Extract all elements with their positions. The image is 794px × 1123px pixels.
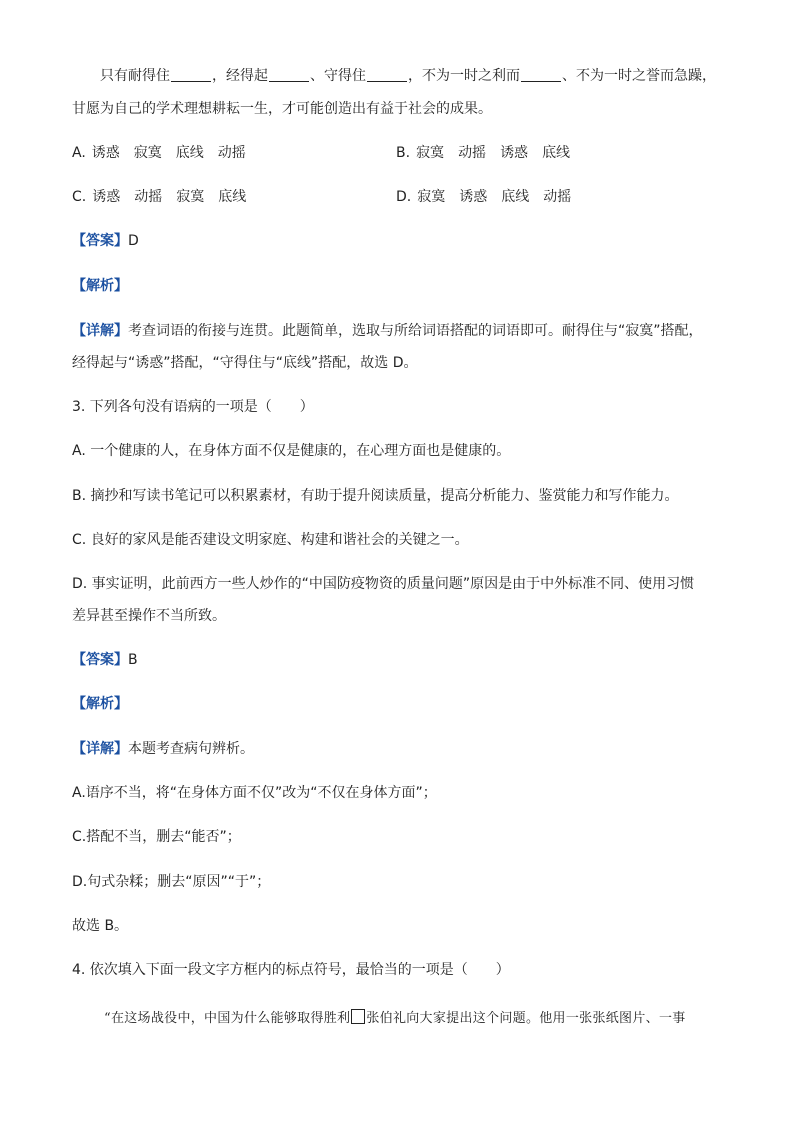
q3-option-b[interactable]: B. 摘抄和写读书笔记可以积累素材，有助于提升阅读质量，提高分析能力、鉴赏能力和写作能力。 xyxy=(72,488,679,504)
q2-analysis-label: 【解析】 xyxy=(72,278,128,294)
q2-stem-line1: 只有耐得住 ，经得起 、守得住 ，不为一时之利而 、不为一时之誉而急躁， xyxy=(100,68,716,84)
q3-fix-a: A.语序不当，将“在身体方面不仅”改为“不仅在身体方面”； xyxy=(72,785,437,801)
q3-fix-c: C.搭配不当，删去“能否”； xyxy=(72,829,241,845)
fill-blank-4[interactable] xyxy=(521,67,561,82)
q3-option-d-line1[interactable]: D. 事实证明，此前西方一些人炒作的“中国防疫物资的质量问题”原因是由于中外标准不同、使用习惯 xyxy=(72,576,695,592)
q2-option-c[interactable]: C. 诱惑 动摇 寂寞 底线 xyxy=(72,189,247,205)
fill-blank-3[interactable] xyxy=(367,67,407,82)
q3-stem: 3. 下列各句没有语病的一项是（ ） xyxy=(72,399,314,415)
fill-blank-2[interactable] xyxy=(269,67,309,82)
q2-option-a[interactable]: A. 诱惑 寂寞 底线 动摇 xyxy=(72,145,246,161)
q3-option-a[interactable]: A. 一个健康的人，在身体方面不仅是健康的，在心理方面也是健康的。 xyxy=(72,443,511,459)
q3-option-d-line2: 差异甚至操作不当所致。 xyxy=(72,608,226,624)
q3-detail: 【详解】本题考查病句辨析。 xyxy=(72,741,254,757)
q2-option-d[interactable]: D. 寂寞 诱惑 底线 动摇 xyxy=(396,189,572,205)
q2-detail-line1: 【详解】考查词语的衔接与连贯。此题简单，选取与所给词语搭配的词语即可。耐得住与“寂寞”搭配， xyxy=(72,323,703,339)
q3-answer xyxy=(72,650,138,670)
q2-answer xyxy=(72,231,139,251)
q4-quote-line: “在这场战役中，中国为什么能够取得胜利 张伯礼向大家提出这个问题。他用一张张纸图片、一事 xyxy=(104,1011,686,1026)
fill-blank-1[interactable] xyxy=(171,67,211,82)
q3-conclusion: 故选 B。 xyxy=(72,918,129,934)
q2-option-b[interactable]: B. 寂寞 动摇 诱惑 底线 xyxy=(396,145,571,161)
answer-label: 【答案】 xyxy=(72,233,128,249)
q3-analysis-label: 【解析】 xyxy=(72,696,128,712)
q3-fix-d: D.句式杂糅；删去“原因”“于”； xyxy=(72,874,271,890)
answer-value: D xyxy=(128,233,139,249)
q4-stem: 4. 依次填入下面一段文字方框内的标点符号，最恰当的一项是（ ） xyxy=(72,962,510,978)
q2-detail-line2: 经得起与“诱惑”搭配，“守得住与“底线”搭配，故选 D。 xyxy=(72,355,418,371)
answer-label: 【答案】 xyxy=(72,652,128,668)
punctuation-box[interactable] xyxy=(351,1009,365,1024)
q2-stem-line2: 甘愿为自己的学术理想耕耘一生，才可能创造出有益于社会的成果。 xyxy=(72,101,492,117)
q3-option-c[interactable]: C. 良好的家风是能否建设文明家庭、构建和谐社会的关键之一。 xyxy=(72,532,469,548)
answer-value: B xyxy=(128,652,138,668)
